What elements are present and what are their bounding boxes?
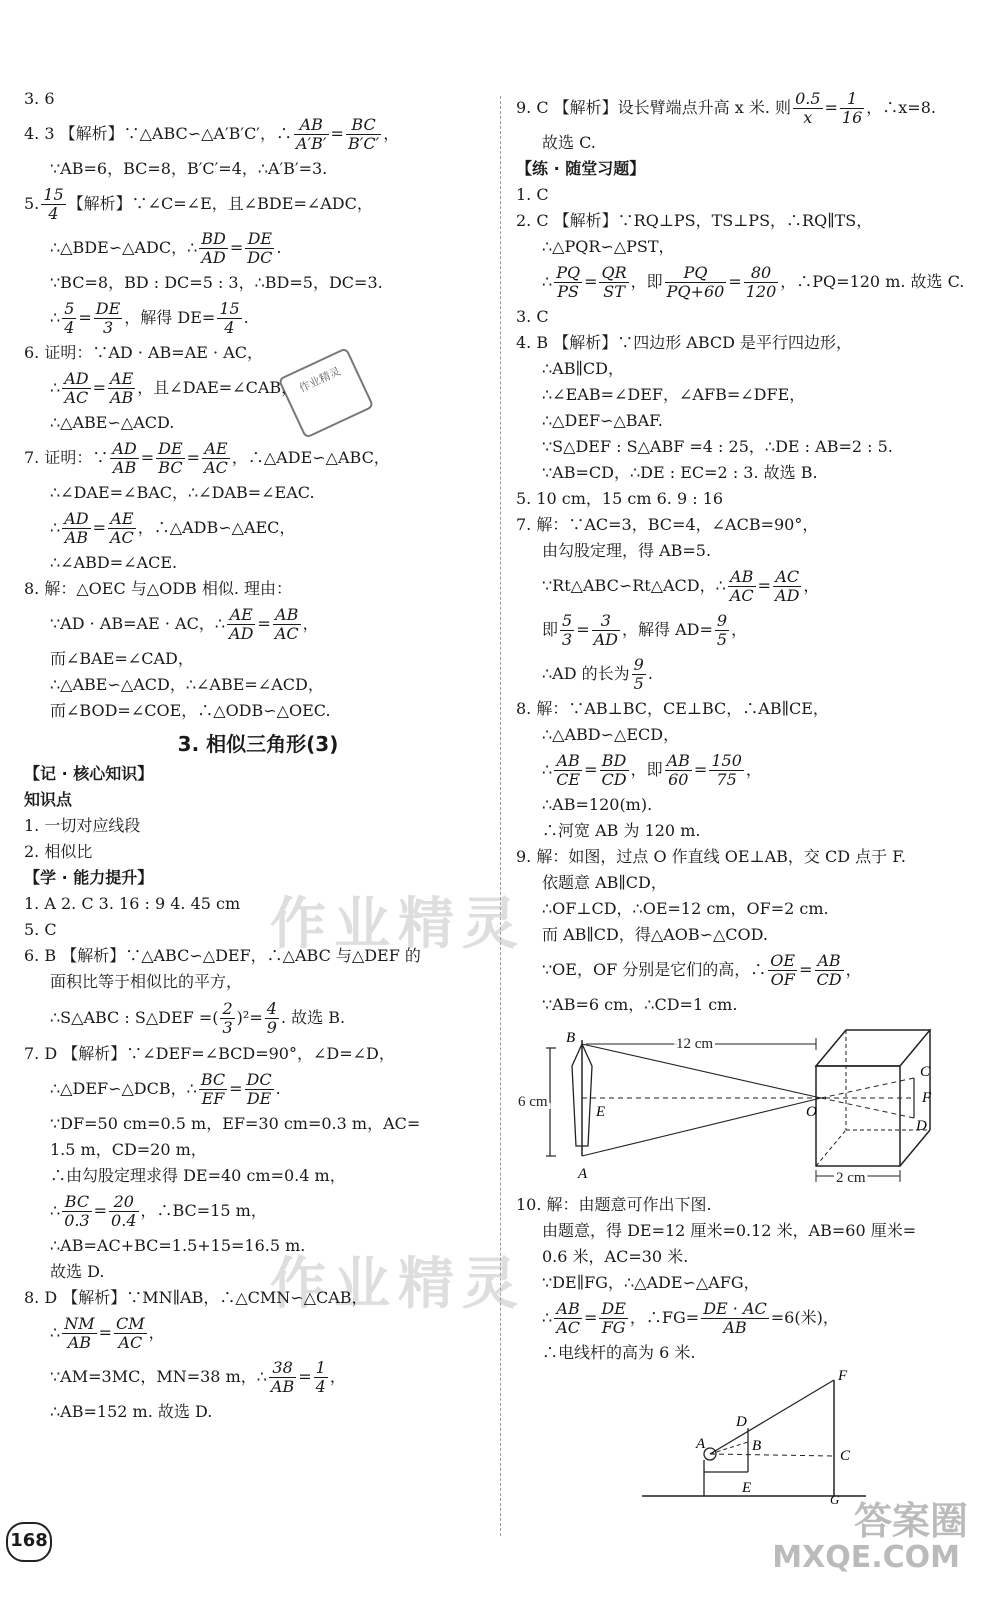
answer-line: 面积比等于相似比的平方， — [50, 972, 243, 991]
label-F: F — [838, 1368, 848, 1384]
answer-line: ∴△ABE∽△ACD. — [50, 413, 175, 432]
right-column — [516, 86, 978, 1504]
answer-line: ∴由勾股定理求得 DE=40 cm=0.4 m， — [50, 1166, 346, 1185]
answer-line: ∴∠DAE=∠BAC，∴∠DAB=∠EAC. — [50, 483, 315, 502]
label-F: F — [922, 1090, 932, 1106]
answer-line: ∵Rt△ABC∽Rt△ACD，∴ $\frac{AB}{AC}$ = $\frac{AC}{AD}$ ， — [542, 567, 820, 605]
answer-line: 而∠BAE=∠CAD， — [50, 649, 194, 668]
answer-line: ∴△DEF∽△BAF. — [542, 411, 663, 430]
answer-line: ∵DE∥FG，∴△ADE∽△AFG， — [542, 1273, 760, 1292]
answer-line: 10. 解：由题意可作出下图. — [516, 1195, 712, 1214]
answer-line: 依题意 AB∥CD， — [542, 873, 667, 892]
answer-line: ∴△ABE∽△ACD，∴∠ABE=∠ACD， — [50, 675, 324, 694]
answer-line: 故选 C. — [542, 133, 596, 152]
answer-line: ∴ $\frac{AD}{AB}$ = $\frac{AE}{AC}$ ，∴△ADB∽△AEC， — [50, 509, 296, 547]
watermark: 作业精灵 — [270, 1252, 526, 1317]
label-D: D — [736, 1414, 747, 1430]
label-E: E — [742, 1480, 752, 1496]
answer-line: 即 $\frac{5}{3}$ = $\frac{3}{AD}$ ，解得 AD= $\frac{9}{5}$ ， — [542, 611, 748, 649]
answer-line: 而∠BOD=∠COE，∴△ODB∽△OEC. — [50, 701, 331, 720]
label-A: A — [696, 1436, 706, 1452]
section-header: 【学 · 能力提升】 — [24, 868, 154, 887]
answer-line: 9. C 【解析】设长臂端点升高 x 米. 则 $\frac{0.5}{x}$ = $\frac{1}{16}$ ，∴x=8. — [516, 89, 936, 127]
answer-line: ∴ $\frac{NM}{AB}$ = $\frac{CM}{AC}$ ， — [50, 1314, 165, 1352]
page-number: 168 — [6, 1522, 52, 1562]
answer-line: ∴AB∥CD， — [542, 359, 624, 378]
answer-line: 5. 10 cm，15 cm 6. 9 : 16 — [516, 489, 724, 508]
answer-line: ∴电线杆的高为 6 米. — [542, 1343, 696, 1362]
label-C: C — [920, 1064, 931, 1080]
answer-line: ∵AM=3MC，MN=38 m，∴ $\frac{38}{AB}$ = $\frac{1}{4}$ ， — [50, 1358, 346, 1396]
answer-line: ∴ $\frac{AB}{AC}$ = $\frac{DE}{FG}$ ，∴FG= $\frac{DE \cdot AC}{AB}$ =6(米)， — [542, 1299, 839, 1337]
answer-line: 6. B 【解析】∵△ABC∽△DEF，∴△ABC 与△DEF 的 — [24, 946, 421, 965]
label-2cm: 2 cm — [836, 1170, 866, 1186]
answer-line: ∵BC=8，BD : DC=5 : 3，∴BD=5，DC=3. — [50, 273, 383, 292]
label-A: A — [578, 1166, 588, 1182]
answer-line: 8. D 【解析】∵MN∥AB，∴△CMN∽△CAB， — [24, 1288, 368, 1307]
answer-line: ∴ $\frac{5}{4}$ = $\frac{DE}{3}$ ，解得 DE= $\frac{15}{4}$ . — [50, 299, 249, 337]
figure-pole — [516, 1368, 956, 1504]
answer-line: ∴河宽 AB 为 120 m. — [542, 821, 701, 840]
answer-line: ∴△ABD∽△ECD， — [542, 725, 680, 744]
label-6cm: 6 cm — [518, 1094, 548, 1110]
left-column — [24, 86, 492, 1425]
corner-brand-logo: 答案圈 — [853, 1499, 968, 1543]
answer-line: ∴AD 的长为 $\frac{9}{5}$ . — [542, 655, 653, 693]
label-E: E — [596, 1104, 606, 1120]
answer-line: 1. 一切对应线段 — [24, 816, 141, 835]
answer-line: 8. 解：∵AB⊥BC，CE⊥BC，∴AB∥CE， — [516, 699, 829, 718]
corner-site-logo: MXQE.COM — [772, 1540, 960, 1575]
answer-line: 1. C — [516, 185, 549, 204]
stamp-logo: 作业精灵 — [278, 347, 375, 439]
label-B: B — [566, 1030, 576, 1046]
answer-line: ∵S△DEF : S△ABF =4 : 25，∴DE : AB=2 : 5. — [542, 437, 893, 456]
answer-line: 4. 3 【解析】∵△ABC∽△A′B′C′，∴ $\frac{AB}{A'B'}$ = $\frac{BC}{B'C'}$ ， — [24, 115, 400, 153]
answer-line: 3. C — [516, 307, 549, 326]
answer-line: ∴ $\frac{AB}{CE}$ = $\frac{BD}{CD}$ ，即 $\frac{AB}{60}$ = $\frac{150}{75}$ ， — [542, 751, 762, 789]
section-title: 3. 相似三角形(3) — [177, 732, 339, 756]
answer-line: ∴△DEF∽△DCB，∴ $\frac{BC}{EF}$ = $\frac{DC}{DE}$ . — [50, 1070, 281, 1108]
watermark: 作业精灵 — [270, 892, 526, 957]
answer-line: 7. D 【解析】∵∠DEF=∠BCD=90°，∠D=∠D， — [24, 1044, 395, 1063]
answer-line: ∴OF⊥CD，∴OE=12 cm，OF=2 cm. — [542, 899, 829, 918]
answer-line: 8. 解：△OEC 与△ODB 相似. 理由： — [24, 579, 293, 598]
label-G: G — [830, 1492, 840, 1504]
answer-line: 5. $\frac{15}{4}$ 【解析】∵∠C=∠E，且∠BDE=∠ADC， — [24, 185, 373, 223]
label-12cm: 12 cm — [676, 1036, 714, 1052]
answer-line: ∵AD · AB=AE · AC，∴ $\frac{AE}{AD}$ = $\frac{AB}{AC}$ ， — [50, 605, 319, 643]
answer-line: 9. 解：如图，过点 O 作直线 OE⊥AB，交 CD 点于 F. — [516, 847, 906, 866]
answer-line: ∴ $\frac{PQ}{PS}$ = $\frac{QR}{ST}$ ，即 $\frac{PQ}{PQ+60}$ = $\frac{80}{120}$ ，∴PQ=120 m. 故选 C. — [542, 263, 965, 301]
answer-line: 5. C — [24, 920, 57, 939]
answer-line: 故选 D. — [50, 1262, 105, 1281]
label-D: D — [916, 1118, 927, 1134]
answer-line: 2. C 【解析】∵RQ⊥PS，TS⊥PS，∴RQ∥TS， — [516, 211, 873, 230]
answer-line: ∴△PQR∽△PST， — [542, 237, 675, 256]
answer-line: 1. A 2. C 3. 16 : 9 4. 45 cm — [24, 894, 241, 913]
answer-line: ∴∠ABD=∠ACE. — [50, 553, 178, 572]
answer-line: ∴AB=AC+BC=1.5+15=16.5 m. — [50, 1236, 306, 1255]
answer-line: ∴△BDE∽△ADC，∴ $\frac{BD}{AD}$ = $\frac{DE}{DC}$ . — [50, 229, 282, 267]
column-divider — [500, 96, 501, 1536]
answer-line: 6. 证明：∵AD · AB=AE · AC， — [24, 343, 264, 362]
answer-line: 由勾股定理，得 AB=5. — [542, 541, 712, 560]
answer-line: 7. 证明：∵ $\frac{AD}{AB}$ = $\frac{DE}{BC}$ = $\frac{AE}{AC}$ ，∴△ADE∽△ABC， — [24, 439, 390, 477]
answer-line: ∴AB=120(m). — [542, 795, 653, 814]
answer-line: ∴AB=152 m. 故选 D. — [50, 1402, 213, 1421]
answer-line: ∵AB=6 cm，∴CD=1 cm. — [542, 995, 738, 1014]
figure-pinhole-box — [516, 1026, 956, 1186]
answer-line: ∵OE，OF 分别是它们的高，∴ $\frac{OE}{OF}$ = $\frac{AB}{CD}$ ， — [542, 951, 862, 989]
answer-line: 3. 6 — [24, 89, 55, 108]
answer-line: ∵AB=6，BC=8，B′C′=4，∴A′B′=3. — [50, 159, 328, 178]
answer-line: 由题意，得 DE=12 厘米=0.12 米，AB=60 厘米= — [542, 1221, 917, 1240]
answer-line: 0.6 米，AC=30 米. — [542, 1247, 689, 1266]
label-O: O — [806, 1104, 817, 1120]
label-C: C — [840, 1448, 851, 1464]
answer-line: 7. 解：∵AC=3，BC=4，∠ACB=90°， — [516, 515, 819, 534]
answer-line: ∵AB=CD，∴DE : EC=2 : 3. 故选 B. — [542, 463, 818, 482]
answer-line: 4. B 【解析】∵四边形 ABCD 是平行四边形， — [516, 333, 853, 352]
answer-line: 2. 相似比 — [24, 842, 93, 861]
answer-line: 而 AB∥CD，得△AOB∽△COD. — [542, 925, 769, 944]
section-subheader: 知识点 — [24, 790, 73, 809]
answer-line: ∴S△ABC : S△DEF =( $\frac{2}{3}$ )²= $\frac{4}{9}$ . 故选 B. — [50, 999, 346, 1037]
section-header: 【练 · 随堂习题】 — [516, 159, 646, 178]
section-header: 【记 · 核心知识】 — [24, 764, 154, 783]
label-B: B — [752, 1438, 762, 1454]
answer-line: 1.5 m，CD=20 m， — [50, 1140, 207, 1159]
answer-line: ∴ $\frac{BC}{0.3}$ = $\frac{20}{0.4}$ ，∴BC=15 m， — [50, 1192, 267, 1230]
answer-line: ∴∠EAB=∠DEF，∠AFB=∠DFE， — [542, 385, 806, 404]
answer-line: ∵DF=50 cm=0.5 m，EF=30 cm=0.3 m，AC= — [50, 1114, 421, 1133]
answer-line: ∴ $\frac{AD}{AC}$ = $\frac{AE}{AB}$ ，且∠DAE=∠CAB， — [50, 369, 298, 407]
